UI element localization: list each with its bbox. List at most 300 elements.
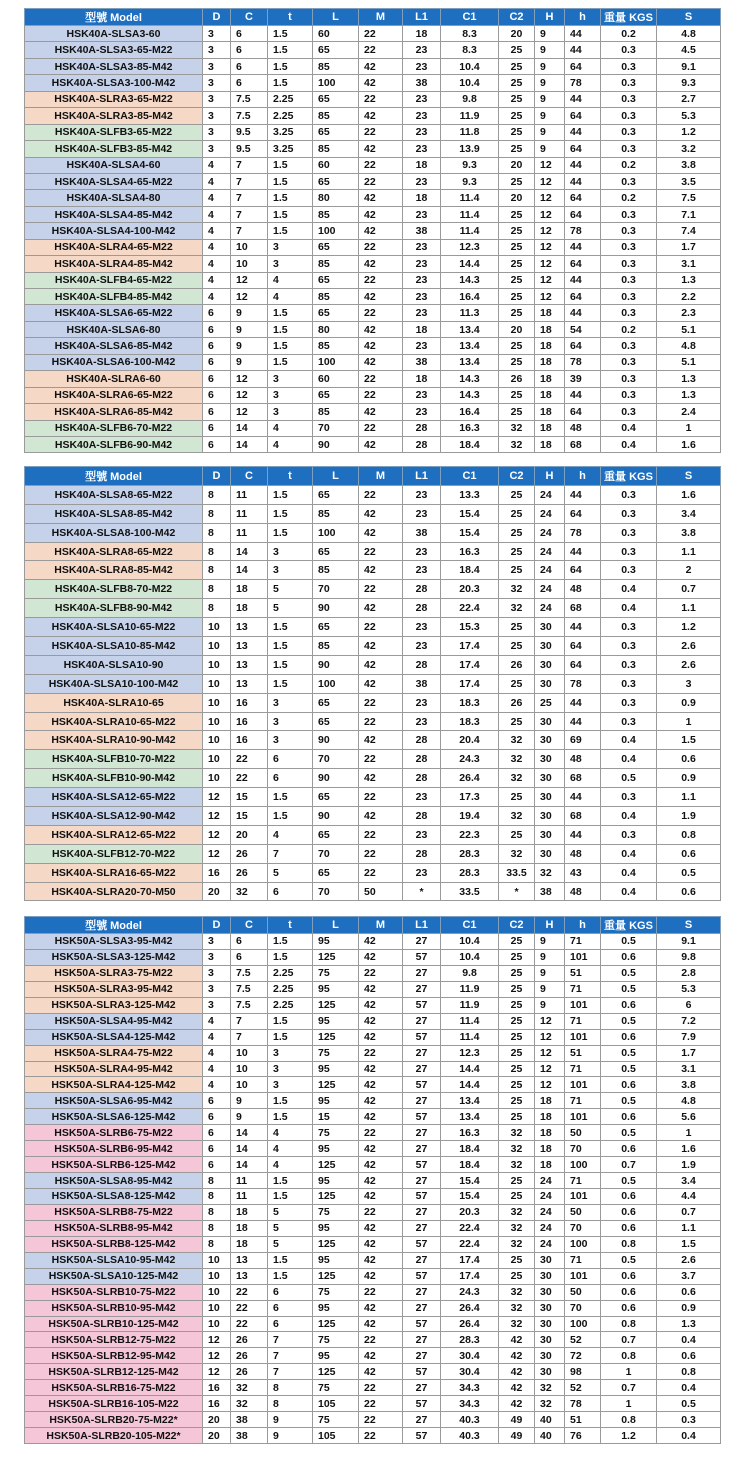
cell-h-small: 52 [565, 1380, 601, 1396]
cell-d: 4 [203, 1077, 231, 1093]
cell-s: 4.8 [657, 1093, 721, 1109]
cell-h: 40 [535, 1428, 565, 1444]
cell-h: 18 [535, 387, 565, 403]
table-row [25, 1045, 721, 1061]
table-row [25, 1029, 721, 1045]
cell-c1: 26.4 [441, 1300, 499, 1316]
cell-c1: 33.5 [441, 882, 499, 901]
cell-s: 4.4 [657, 1189, 721, 1205]
cell-l: 125 [313, 1268, 359, 1284]
cell-d: 10 [203, 1268, 231, 1284]
cell-model: HSK50A-SLSA10-95-M42 [25, 1252, 203, 1268]
cell-c2: 42 [499, 1380, 535, 1396]
cell-weight: 0.3 [601, 256, 657, 272]
cell-weight: 0.3 [601, 223, 657, 239]
cell-l: 65 [313, 272, 359, 288]
cell-t: 1.5 [268, 674, 313, 693]
cell-m: 22 [359, 91, 403, 107]
cell-c: 6 [231, 75, 268, 91]
table-row [25, 1109, 721, 1125]
cell-c1: 40.3 [441, 1428, 499, 1444]
cell-c: 32 [231, 1396, 268, 1412]
cell-s: 3.1 [657, 256, 721, 272]
cell-c1: 40.3 [441, 1412, 499, 1428]
cell-model: HSK40A-SLSA4-85-M42 [25, 206, 203, 222]
cell-weight: 0.8 [601, 1412, 657, 1428]
cell-l: 125 [313, 1157, 359, 1173]
cell-l1: 57 [403, 1157, 441, 1173]
cell-m: 42 [359, 1364, 403, 1380]
cell-c1: 17.4 [441, 674, 499, 693]
cell-model: HSK40A-SLFB8-70-M22 [25, 580, 203, 599]
cell-c1: 13.4 [441, 354, 499, 370]
cell-h: 30 [535, 1284, 565, 1300]
cell-l1: 27 [403, 1380, 441, 1396]
cell-t: 2.25 [268, 997, 313, 1013]
cell-m: 42 [359, 599, 403, 618]
cell-m: 22 [359, 173, 403, 189]
cell-s: 2.6 [657, 1252, 721, 1268]
cell-s: 1.1 [657, 1220, 721, 1236]
cell-c1: 26.4 [441, 1316, 499, 1332]
cell-l: 85 [313, 206, 359, 222]
header-h-small: h [565, 9, 601, 26]
cell-m: 22 [359, 965, 403, 981]
cell-c2: 20 [499, 321, 535, 337]
table-row [25, 1284, 721, 1300]
cell-c2: 32 [499, 436, 535, 452]
cell-t: 7 [268, 1332, 313, 1348]
cell-h: 30 [535, 618, 565, 637]
spec-table-hsk50a [24, 916, 721, 1444]
cell-m: 22 [359, 844, 403, 863]
cell-d: 4 [203, 239, 231, 255]
cell-h-small: 64 [565, 338, 601, 354]
table-row [25, 1268, 721, 1284]
cell-c1: 15.4 [441, 1173, 499, 1189]
cell-m: 42 [359, 1061, 403, 1077]
cell-model: HSK50A-SLRA3-75-M22 [25, 965, 203, 981]
cell-model: HSK40A-SLSA10-100-M42 [25, 674, 203, 693]
cell-c: 13 [231, 1268, 268, 1284]
cell-c1: 11.4 [441, 1013, 499, 1029]
cell-c1: 18.4 [441, 1157, 499, 1173]
cell-h-small: 44 [565, 305, 601, 321]
cell-weight: 0.4 [601, 750, 657, 769]
cell-c: 18 [231, 1236, 268, 1252]
header-m: M [359, 917, 403, 934]
cell-weight: 0.3 [601, 712, 657, 731]
cell-weight: 0.3 [601, 75, 657, 91]
cell-h-small: 64 [565, 655, 601, 674]
table-row [25, 91, 721, 107]
cell-m: 42 [359, 321, 403, 337]
cell-c: 38 [231, 1428, 268, 1444]
table-row [25, 637, 721, 656]
cell-m: 22 [359, 305, 403, 321]
cell-m: 22 [359, 542, 403, 561]
cell-weight: 0.6 [601, 997, 657, 1013]
cell-c2: 32 [499, 1284, 535, 1300]
cell-l1: 27 [403, 1252, 441, 1268]
cell-l1: * [403, 882, 441, 901]
cell-d: 10 [203, 750, 231, 769]
cell-d: 4 [203, 1045, 231, 1061]
cell-weight: 0.4 [601, 420, 657, 436]
cell-model: HSK50A-SLRB20-75-M22* [25, 1412, 203, 1428]
cell-l: 65 [313, 173, 359, 189]
cell-t: 1.5 [268, 223, 313, 239]
cell-c1: 18.4 [441, 1141, 499, 1157]
cell-s: 3 [657, 674, 721, 693]
cell-d: 4 [203, 190, 231, 206]
cell-c1: 28.3 [441, 844, 499, 863]
cell-c: 9 [231, 1093, 268, 1109]
cell-model: HSK40A-SLFB3-65-M22 [25, 124, 203, 140]
cell-h-small: 78 [565, 1396, 601, 1412]
cell-t: 9 [268, 1412, 313, 1428]
cell-h: 25 [535, 693, 565, 712]
table-row [25, 1332, 721, 1348]
cell-c2: 25 [499, 712, 535, 731]
cell-weight: 0.5 [601, 965, 657, 981]
cell-s: 0.4 [657, 1332, 721, 1348]
cell-model: HSK40A-SLSA6-85-M42 [25, 338, 203, 354]
cell-s: 0.6 [657, 750, 721, 769]
cell-m: 22 [359, 387, 403, 403]
cell-h-small: 44 [565, 693, 601, 712]
cell-s: 4.8 [657, 338, 721, 354]
cell-m: 42 [359, 731, 403, 750]
cell-h-small: 101 [565, 1077, 601, 1093]
cell-s: 1.9 [657, 1157, 721, 1173]
cell-c2: 25 [499, 1077, 535, 1093]
cell-s: 3.8 [657, 157, 721, 173]
cell-l: 85 [313, 561, 359, 580]
cell-t: 3 [268, 239, 313, 255]
cell-l: 95 [313, 981, 359, 997]
header-d: D [203, 9, 231, 26]
cell-d: 4 [203, 206, 231, 222]
table-header-row [25, 917, 721, 934]
cell-c2: 25 [499, 1013, 535, 1029]
cell-l1: 27 [403, 1093, 441, 1109]
cell-d: 6 [203, 354, 231, 370]
cell-c: 13 [231, 1252, 268, 1268]
table-row [25, 1396, 721, 1412]
cell-weight: 1 [601, 1364, 657, 1380]
cell-m: 42 [359, 223, 403, 239]
cell-d: 20 [203, 882, 231, 901]
cell-s: 2 [657, 561, 721, 580]
cell-m: 22 [359, 1125, 403, 1141]
cell-t: 5 [268, 1204, 313, 1220]
cell-l1: 38 [403, 75, 441, 91]
cell-weight: 0.4 [601, 882, 657, 901]
cell-h: 12 [535, 1029, 565, 1045]
cell-c1: 14.4 [441, 256, 499, 272]
cell-m: 42 [359, 108, 403, 124]
cell-c: 6 [231, 58, 268, 74]
cell-weight: 0.2 [601, 190, 657, 206]
cell-weight: 0.3 [601, 91, 657, 107]
cell-c1: 22.4 [441, 1236, 499, 1252]
cell-h-small: 101 [565, 997, 601, 1013]
cell-c1: 13.4 [441, 338, 499, 354]
table-row [25, 173, 721, 189]
table-row [25, 807, 721, 826]
cell-c: 7.5 [231, 108, 268, 124]
cell-h: 30 [535, 674, 565, 693]
cell-c: 6 [231, 949, 268, 965]
cell-h: 30 [535, 637, 565, 656]
cell-c2: 42 [499, 1364, 535, 1380]
cell-d: 10 [203, 731, 231, 750]
cell-t: 7 [268, 1348, 313, 1364]
cell-t: 1.5 [268, 1268, 313, 1284]
cell-l: 65 [313, 42, 359, 58]
cell-model: HSK50A-SLRB12-95-M42 [25, 1348, 203, 1364]
cell-s: 1.3 [657, 371, 721, 387]
header-weight: 重量 KGS [601, 467, 657, 486]
cell-d: 10 [203, 655, 231, 674]
cell-weight: 0.3 [601, 58, 657, 74]
cell-c1: 11.8 [441, 124, 499, 140]
cell-l: 95 [313, 1061, 359, 1077]
cell-model: HSK40A-SLSA3-85-M42 [25, 58, 203, 74]
cell-l: 100 [313, 674, 359, 693]
cell-l: 90 [313, 599, 359, 618]
cell-h-small: 39 [565, 371, 601, 387]
cell-weight: 0.7 [601, 1380, 657, 1396]
cell-m: 42 [359, 561, 403, 580]
cell-c1: 20.3 [441, 1204, 499, 1220]
table-header-row [25, 467, 721, 486]
cell-s: 9.3 [657, 75, 721, 91]
cell-model: HSK40A-SLSA8-85-M42 [25, 504, 203, 523]
cell-h: 30 [535, 712, 565, 731]
cell-t: 1.5 [268, 190, 313, 206]
cell-model: HSK40A-SLFB6-70-M22 [25, 420, 203, 436]
cell-h-small: 48 [565, 420, 601, 436]
cell-l1: 27 [403, 1125, 441, 1141]
cell-model: HSK40A-SLSA4-80 [25, 190, 203, 206]
cell-model: HSK40A-SLSA4-65-M22 [25, 173, 203, 189]
cell-s: 3.4 [657, 504, 721, 523]
cell-weight: 0.3 [601, 404, 657, 420]
cell-s: 1.5 [657, 1236, 721, 1252]
cell-h-small: 64 [565, 404, 601, 420]
table-row [25, 750, 721, 769]
cell-c: 7 [231, 190, 268, 206]
table-row [25, 387, 721, 403]
cell-d: 8 [203, 1173, 231, 1189]
cell-c2: 25 [499, 949, 535, 965]
cell-h: 18 [535, 1141, 565, 1157]
cell-s: 2.6 [657, 655, 721, 674]
cell-l: 65 [313, 239, 359, 255]
cell-c2: * [499, 882, 535, 901]
cell-l: 70 [313, 580, 359, 599]
cell-h-small: 44 [565, 157, 601, 173]
cell-d: 8 [203, 523, 231, 542]
cell-h: 30 [535, 1268, 565, 1284]
table-row [25, 561, 721, 580]
cell-h: 18 [535, 321, 565, 337]
cell-d: 8 [203, 1220, 231, 1236]
cell-t: 2.25 [268, 981, 313, 997]
cell-weight: 0.4 [601, 436, 657, 452]
cell-l1: 23 [403, 108, 441, 124]
cell-l: 125 [313, 997, 359, 1013]
cell-c2: 32 [499, 1220, 535, 1236]
table-row [25, 712, 721, 731]
cell-c: 11 [231, 504, 268, 523]
cell-s: 0.6 [657, 882, 721, 901]
cell-l: 75 [313, 1204, 359, 1220]
cell-c1: 19.4 [441, 807, 499, 826]
cell-m: 42 [359, 1348, 403, 1364]
cell-c2: 32 [499, 420, 535, 436]
cell-l: 65 [313, 542, 359, 561]
cell-l: 125 [313, 949, 359, 965]
cell-d: 10 [203, 693, 231, 712]
cell-d: 3 [203, 75, 231, 91]
cell-l1: 23 [403, 542, 441, 561]
cell-t: 1.5 [268, 1013, 313, 1029]
cell-h: 12 [535, 157, 565, 173]
header-c2: C2 [499, 9, 535, 26]
cell-l: 65 [313, 485, 359, 504]
cell-h-small: 44 [565, 173, 601, 189]
cell-c1: 8.3 [441, 42, 499, 58]
cell-h-small: 101 [565, 1268, 601, 1284]
cell-c1: 18.4 [441, 561, 499, 580]
cell-c: 10 [231, 1077, 268, 1093]
cell-s: 7.5 [657, 190, 721, 206]
cell-t: 1.5 [268, 75, 313, 91]
cell-h-small: 64 [565, 190, 601, 206]
cell-c: 9 [231, 305, 268, 321]
cell-l1: 27 [403, 1284, 441, 1300]
cell-model: HSK40A-SLRA3-85-M42 [25, 108, 203, 124]
cell-l: 65 [313, 825, 359, 844]
cell-h: 30 [535, 1332, 565, 1348]
cell-h-small: 68 [565, 807, 601, 826]
cell-m: 42 [359, 1173, 403, 1189]
cell-c1: 34.3 [441, 1380, 499, 1396]
table-row [25, 731, 721, 750]
cell-h-small: 72 [565, 1348, 601, 1364]
cell-l1: 27 [403, 1332, 441, 1348]
cell-c2: 32 [499, 1204, 535, 1220]
cell-h-small: 70 [565, 1300, 601, 1316]
cell-s: 7.1 [657, 206, 721, 222]
cell-c: 7.5 [231, 965, 268, 981]
table-row [25, 26, 721, 42]
cell-weight: 0.6 [601, 949, 657, 965]
cell-weight: 0.5 [601, 1013, 657, 1029]
cell-c2: 25 [499, 272, 535, 288]
cell-s: 0.7 [657, 580, 721, 599]
cell-c2: 25 [499, 1189, 535, 1205]
cell-weight: 0.5 [601, 1093, 657, 1109]
header-m: M [359, 467, 403, 486]
cell-c: 20 [231, 825, 268, 844]
table-row [25, 141, 721, 157]
cell-t: 1.5 [268, 354, 313, 370]
cell-m: 42 [359, 504, 403, 523]
cell-c1: 10.4 [441, 934, 499, 950]
cell-m: 42 [359, 769, 403, 788]
cell-l1: 23 [403, 256, 441, 272]
cell-l: 65 [313, 387, 359, 403]
header-model: 型號 Model [25, 917, 203, 934]
cell-m: 22 [359, 272, 403, 288]
cell-l1: 28 [403, 750, 441, 769]
cell-m: 22 [359, 371, 403, 387]
cell-l1: 27 [403, 1300, 441, 1316]
cell-h-small: 100 [565, 1236, 601, 1252]
cell-m: 42 [359, 256, 403, 272]
cell-c: 12 [231, 387, 268, 403]
cell-d: 6 [203, 1141, 231, 1157]
cell-h-small: 71 [565, 1173, 601, 1189]
cell-weight: 0.3 [601, 354, 657, 370]
cell-h: 9 [535, 75, 565, 91]
cell-c: 12 [231, 404, 268, 420]
header-s: S [657, 917, 721, 934]
cell-c1: 11.4 [441, 206, 499, 222]
cell-h: 18 [535, 436, 565, 452]
cell-c1: 11.4 [441, 1029, 499, 1045]
cell-l1: 18 [403, 321, 441, 337]
cell-l1: 27 [403, 981, 441, 997]
table-row [25, 1204, 721, 1220]
cell-weight: 0.6 [601, 1109, 657, 1125]
cell-d: 12 [203, 844, 231, 863]
cell-d: 3 [203, 42, 231, 58]
cell-c: 11 [231, 485, 268, 504]
header-l: L [313, 467, 359, 486]
cell-t: 6 [268, 1284, 313, 1300]
cell-t: 3 [268, 404, 313, 420]
cell-c2: 49 [499, 1412, 535, 1428]
cell-d: 3 [203, 949, 231, 965]
cell-s: 9.1 [657, 58, 721, 74]
cell-s: 5.6 [657, 1109, 721, 1125]
cell-d: 4 [203, 289, 231, 305]
cell-weight: 0.6 [601, 1029, 657, 1045]
cell-t: 1.5 [268, 485, 313, 504]
cell-c: 11 [231, 1189, 268, 1205]
header-l: L [313, 917, 359, 934]
cell-t: 1.5 [268, 1109, 313, 1125]
cell-l1: 38 [403, 354, 441, 370]
cell-c1: 15.3 [441, 618, 499, 637]
cell-s: 0.6 [657, 844, 721, 863]
cell-h: 24 [535, 1173, 565, 1189]
header-c2: C2 [499, 467, 535, 486]
cell-h: 38 [535, 882, 565, 901]
cell-l1: 23 [403, 387, 441, 403]
cell-s: 1.6 [657, 1141, 721, 1157]
cell-h: 30 [535, 750, 565, 769]
cell-s: 2.8 [657, 965, 721, 981]
cell-l1: 23 [403, 338, 441, 354]
cell-model: HSK40A-SLSA10-65-M22 [25, 618, 203, 637]
cell-c: 11 [231, 1173, 268, 1189]
